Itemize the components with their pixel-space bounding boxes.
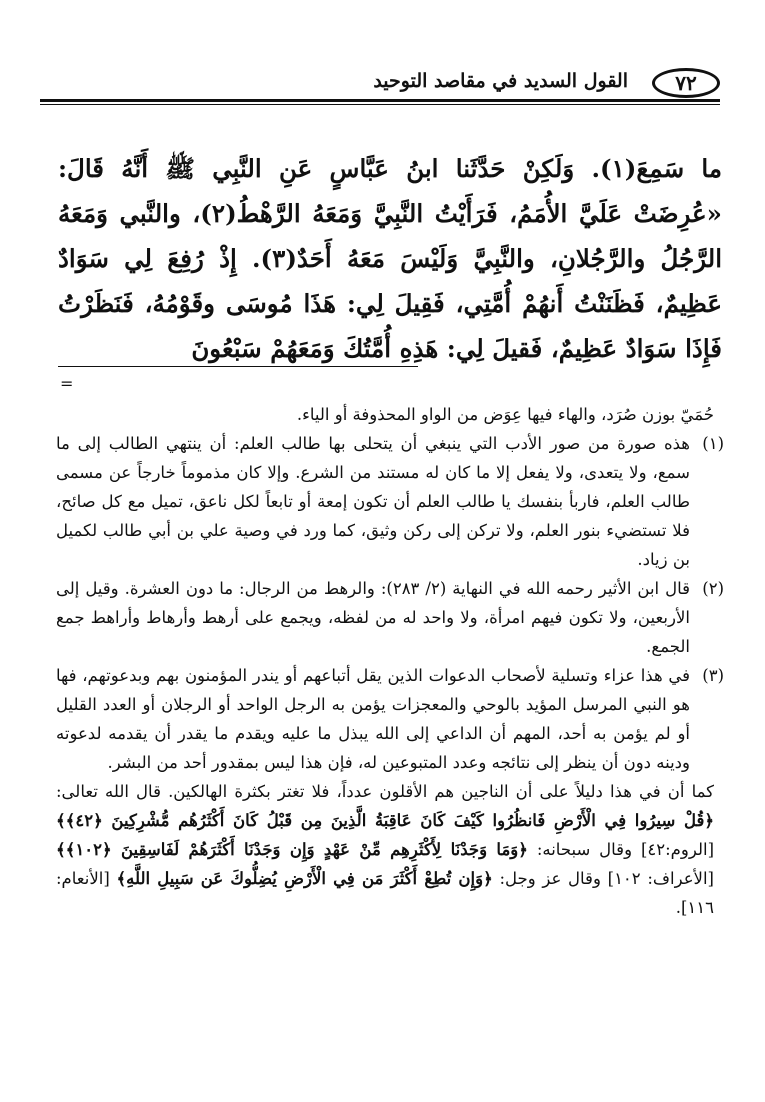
footnotes bbox=[56, 400, 724, 922]
footnote-separator bbox=[58, 366, 418, 367]
main-text bbox=[58, 146, 722, 371]
footnote-closing bbox=[56, 777, 724, 922]
closing-intro: كما أن في هذا دليلاً على أن الناجين هم الأقلون عدداً، فلا تغتر بكثرة الهالكين. قال الله تعالى: bbox=[56, 782, 714, 801]
footnote-number: (٢) bbox=[702, 579, 724, 598]
book-title: القول السديد في مقاصد التوحيد bbox=[373, 70, 628, 92]
closing-mid-1: وقال سبحانه: bbox=[536, 840, 633, 859]
footnote-1 bbox=[56, 429, 724, 574]
header-rule-thin bbox=[40, 104, 720, 105]
quran-quote-1: ﴿قُلْ سِيرُوا فِي الْأَرْضِ فَانظُرُوا كَيْفَ كَانَ عَاقِبَةُ الَّذِينَ مِن قَبْلُ كَانَ أَكْثَرُهُم مُّشْرِكِينَ ﴿٤٢﴾﴾ bbox=[56, 811, 714, 830]
running-header bbox=[40, 68, 720, 102]
footnote-3 bbox=[56, 661, 724, 777]
footnote-text: في هذا عزاء وتسلية لأصحاب الدعوات الذين يقل أتباعهم أو يندر المؤمنون بهم وبدعوتهم، فها هو النبي المرسل المؤيد بالوحي والمعجزات يؤمن به الرجل الواحد أو الرجلان أو العدد القليل أو لم يؤمن به أحد، المهم أن الداعي إلى الله يبذل ما عليه ويقدم ما يقدر أن يقدمه لدعوته ودينه دون أن ينظر إلى نتائجه وعدد المتبوعين له، فإن هذا ليس بمقدور أحد من البشر. bbox=[56, 666, 690, 772]
footnote-text: هذه صورة من صور الأدب التي ينبغي أن يتحلى بها طالب العلم: أن ينتهي الطالب إلى ما سمع، ولا يتعدى، ولا يفعل إلا ما كان له مستند من الشرع. وإلا كان مذموماً خارجاً عن مسمى طالب العلم، فاربأ بنفسك يا طالب العلم أن تكون إمعة أو تابعاً لكل ناعق، تميل مع كل صائح، فلا تستضيء بنور العلم، ولا تركن إلى ركن وثيق، كما ورد في وصية علي بن أبي طالب لكميل بن زياد. bbox=[56, 434, 690, 569]
quran-quote-3: ﴿وَإِن تُطِعْ أَكْثَرَ مَن فِي الْأَرْضِ يُضِلُّوكَ عَن سَبِيلِ اللَّهِ﴾ bbox=[116, 869, 493, 888]
closing-mid-2: وقال عز وجل: bbox=[499, 869, 601, 888]
quran-quote-2: ﴿وَمَا وَجَدْنَا لِأَكْثَرِهِم مِّنْ عَهْدٍ وَإِن وَجَدْنَا أَكْثَرَهُمْ لَفَاسِقِينَ ﴿١٠٢﴾﴾ bbox=[56, 840, 528, 859]
page-number: ٧٢ bbox=[652, 68, 720, 98]
quran-ref-3: [الأنعام: ١١٦]. bbox=[56, 869, 714, 917]
quran-ref-2: [الأعراف: ١٠٢] bbox=[607, 869, 714, 888]
footnote-number: (٣) bbox=[702, 666, 724, 685]
footnote-text: قال ابن الأثير رحمه الله في النهاية (٢/ ٢٨٣): والرهط من الرجال: ما دون العشرة. وقيل إلى الأربعين، ولا تكون فيهم امرأة، ولا واحد له من لفظه، ويجمع على أرهط وأرهاط وأراهط جمع الجمع. bbox=[56, 579, 690, 656]
footnote-continuation: حُمَيّ بوزن صُرَد، والهاء فيها عِوَض من الواو المحذوفة أو الياء. bbox=[296, 405, 714, 424]
footnote-number: (١) bbox=[702, 434, 724, 453]
main-paragraph: ما سَمِعَ(١). وَلَكِنْ حَدَّثَنا ابنُ عَبَّاسٍ عَنِ النَّبِي ﷺ أَنَّهُ قَالَ: «عُرِضَتْ عَلَيَّ الأُمَمُ، فَرَأَيْتُ النَّبِيَّ وَمَعَهُ الرَّهْطُ(٢)، والنَّبي وَمَعَهُ الرَّجُلُ والرَّجُلانِ، والنَّبِيَّ وَلَيْسَ مَعَهُ أَحَدٌ(٣). إِذْ رُفِعَ لِي سَوَادٌ عَظِيمٌ، فَظَنَنْتُ أَنهُمْ أُمَّتِي، فَقِيلَ لِي: هَذَا مُوسَى وقَوْمُهُ، فَنَظَرْتُ فَإِذَا سَوَادٌ عَظِيمٌ، فَقيلَ لِي: هَذِهِ أُمَّتُكَ وَمَعَهُمْ سَبْعُونَ bbox=[58, 154, 722, 363]
header-rule-thick bbox=[40, 99, 720, 102]
quran-ref-1: [الروم:٤٢] bbox=[640, 840, 715, 859]
footnote-2 bbox=[56, 574, 724, 661]
continuation-mark: = bbox=[60, 374, 74, 393]
